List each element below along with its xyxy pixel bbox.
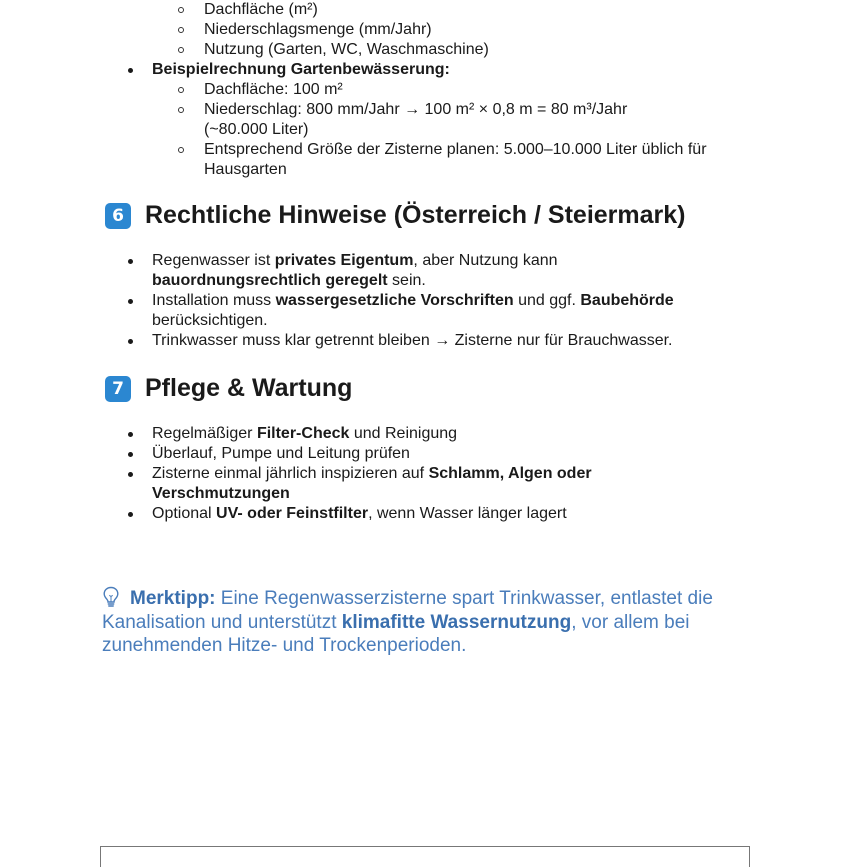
sub-list-2 [0,80,852,180]
number-7-icon: 7 [105,376,131,402]
section-title: Rechtliche Hinweise (Österreich / Steiermark) [145,201,686,229]
list-item: Überlauf, Pumpe und Leitung prüfen [0,444,852,464]
bullet-icon [128,68,133,73]
section-title: Pflege & Wartung [145,374,353,402]
number-6-icon: 6 [105,203,131,229]
circle-bullet-icon [178,47,184,53]
bullet-icon [128,512,133,517]
list-item: Niederschlagsmenge (mm/Jahr) [0,20,852,40]
top-list [0,0,852,180]
tip-label: Merktipp: [130,588,216,609]
circle-bullet-icon [178,147,184,153]
section-6-list [0,251,852,351]
list-item: Trinkwasser muss klar getrennt bleiben → Zisterne nur für Brauchwasser. [0,331,852,351]
list-item: Entsprechend Größe der Zisterne planen: 5.000–10.000 Liter üblich für Hausgarten [0,140,852,180]
list-item: Nutzung (Garten, WC, Waschmaschine) [0,40,852,60]
tip-box: Merktipp: Eine Regenwasserzisterne spart Trinkwasser, entlastet die Kanalisation und unterstützt klimafitte Wassernutzung, vor allem bei zunehmenden Hitze- und Trockenperioden. [102,588,713,656]
bottom-frame [100,846,750,867]
bullet-icon [128,339,133,344]
circle-bullet-icon [178,27,184,33]
list-item: Niederschlag: 800 mm/Jahr → 100 m² × 0,8 m = 80 m³/Jahr (~80.000 Liter) [0,100,852,140]
bullet-icon [128,432,133,437]
sub-list-1 [0,0,852,60]
list-item: Dachfläche: 100 m² [0,80,852,100]
bullet-icon [128,452,133,457]
main-list [0,60,852,80]
bullet-icon [128,259,133,264]
list-item: Dachfläche (m²) [0,0,852,20]
section-7-heading [105,374,352,403]
list-item: Regelmäßiger Filter-Check und Reinigung [0,424,852,444]
lightbulb-icon [102,586,120,608]
circle-bullet-icon [178,7,184,13]
circle-bullet-icon [178,87,184,93]
list-item: Installation muss wassergesetzliche Vorschriften und ggf. Baubehörde berücksichtigen. [0,291,852,331]
list-item: Regenwasser ist privates Eigentum, aber Nutzung kann bauordnungsrechtlich geregelt sein. [0,251,852,291]
bullet-icon [128,472,133,477]
section-6-heading [105,201,686,230]
list-item: Beispielrechnung Gartenbewässerung: [0,60,852,80]
list-item: Optional UV- oder Feinstfilter, wenn Wasser länger lagert [0,504,852,524]
list-item: Zisterne einmal jährlich inspizieren auf Schlamm, Algen oder Verschmutzungen [0,464,852,504]
circle-bullet-icon [178,107,184,113]
bullet-icon [128,299,133,304]
section-7-list [0,424,852,524]
